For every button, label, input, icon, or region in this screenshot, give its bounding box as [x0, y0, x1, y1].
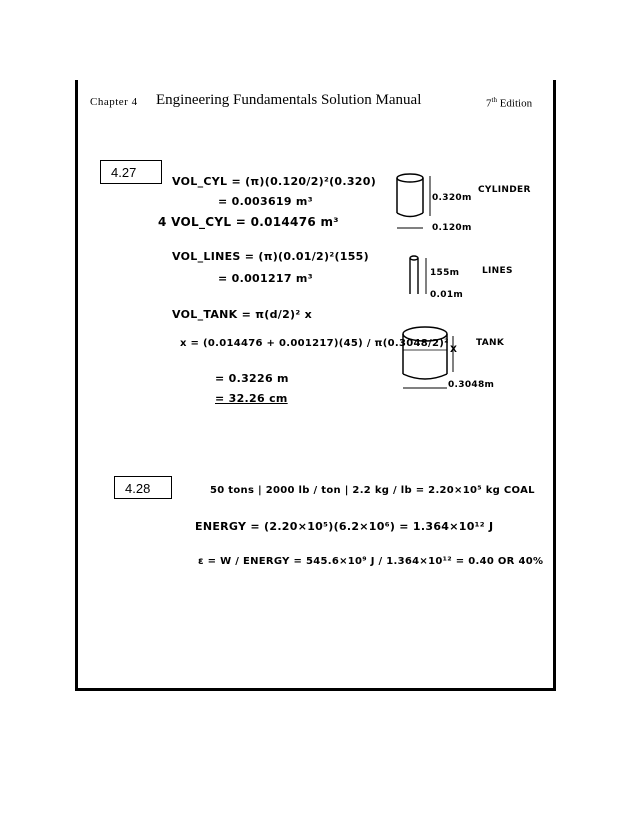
lines-title: LINES	[482, 266, 513, 276]
manual-title: Engineering Fundamentals Solution Manual	[156, 92, 422, 108]
eq-vol-cyl: VOL_CYL = (π)(0.120/2)²(0.320)	[172, 175, 377, 188]
eq-x-cm: = 32.26 cm	[215, 392, 288, 405]
problem-427-number: 4.27	[111, 165, 137, 180]
eq-vol-tank: VOL_TANK = π(d/2)² x	[172, 308, 312, 321]
cylinder-sketch	[380, 168, 440, 238]
eq-coal-mass: 50 tons | 2000 lb / ton | 2.2 kg / lb = 2.20×10⁵ kg COAL	[210, 485, 535, 496]
eq-x: x = (0.014476 + 0.001217)(45) / π(0.3048/2)²	[180, 338, 449, 349]
edition-number: 7	[486, 97, 492, 110]
eq-energy: ENERGY = (2.20×10⁵)(6.2×10⁶) = 1.364×10¹² J	[195, 520, 494, 533]
cylinder-title: CYLINDER	[478, 185, 531, 195]
tank-diameter: 0.3048m	[448, 380, 495, 390]
eq-vol-lines-result: = 0.001217 m³	[218, 272, 313, 285]
chapter-label: Chapter 4	[90, 96, 138, 108]
problem-428-label	[114, 476, 172, 499]
tank-x: X	[450, 345, 458, 355]
lines-diameter: 0.01m	[430, 290, 464, 300]
problem-427-label	[100, 160, 162, 184]
eq-efficiency: ε = W / ENERGY = 545.6×10⁹ J / 1.364×10¹² = 0.40 OR 40%	[198, 556, 544, 567]
cylinder-diameter: 0.120m	[432, 223, 472, 233]
tank-title: TANK	[476, 338, 505, 348]
edition-word: Edition	[499, 97, 533, 110]
cylinder-height: 0.320m	[432, 193, 472, 203]
eq-x-meters: = 0.3226 m	[215, 372, 289, 385]
eq-4-vol-cyl: 4 VOL_CYL = 0.014476 m³	[158, 215, 339, 229]
eq-vol-cyl-result: = 0.003619 m³	[218, 195, 313, 208]
lines-length: 155m	[430, 268, 460, 278]
eq-vol-lines: VOL_LINES = (π)(0.01/2)²(155)	[172, 250, 369, 263]
edition-suffix: th	[491, 96, 497, 104]
edition-label	[486, 96, 532, 110]
page-header	[90, 92, 550, 112]
problem-428-number: 4.28	[125, 481, 151, 496]
